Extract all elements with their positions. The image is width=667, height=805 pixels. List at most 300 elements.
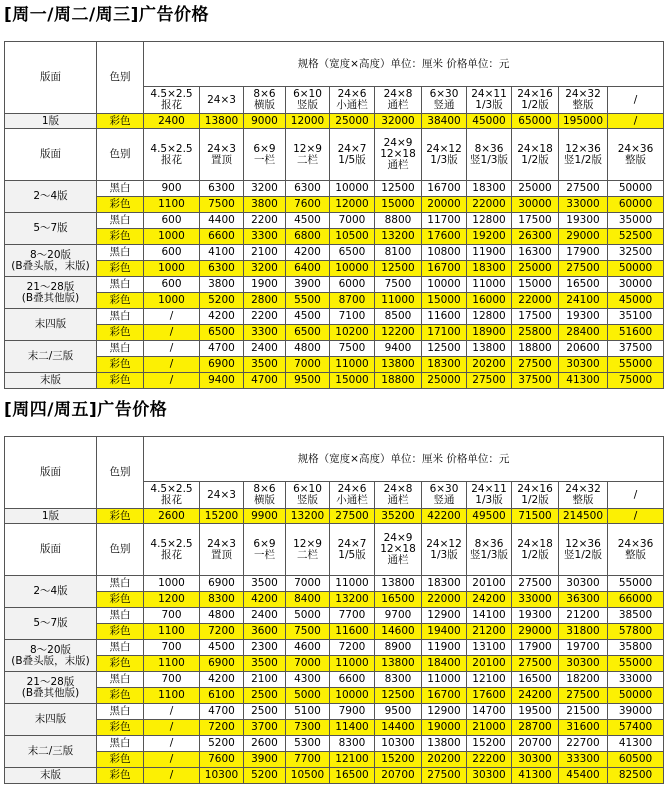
price-cell: 6500 — [330, 245, 375, 261]
text-line: 小通栏 — [336, 99, 368, 111]
text-line: 24×3 — [207, 93, 236, 106]
price-cell: 5200 — [200, 736, 244, 752]
text-line: 末四版 — [34, 318, 67, 330]
price-cell: 12100 — [330, 752, 375, 768]
price-cell: 29000 — [512, 624, 559, 640]
price-cell: 38400 — [422, 114, 467, 129]
text-line: 竖通 — [433, 494, 455, 506]
text-line: 竖版 — [297, 99, 318, 111]
price-cell: 10300 — [200, 768, 244, 784]
price-cell: 7100 — [330, 309, 375, 325]
price-cell: 21200 — [559, 608, 608, 624]
price-cell: 4500 — [200, 640, 244, 656]
price-cell: 32500 — [608, 245, 664, 261]
price-cell: 17100 — [422, 325, 467, 341]
price-cell: 16700 — [422, 181, 467, 197]
price-cell: 5000 — [286, 688, 330, 704]
spec-header — [144, 524, 200, 576]
price-cell: 24200 — [467, 592, 512, 608]
text-line: 末版 — [40, 769, 61, 781]
price-cell: / — [144, 752, 200, 768]
price-cell: 30000 — [512, 197, 559, 213]
price-cell: / — [144, 704, 200, 720]
color-label: 黑白 — [97, 245, 144, 261]
price-cell: 19300 — [559, 309, 608, 325]
price-cell: 18300 — [467, 181, 512, 197]
text-line: 6×10 — [293, 88, 322, 100]
corner-layout-label: 版面 — [5, 129, 97, 181]
price-cell: 15000 — [375, 197, 422, 213]
price-cell: 35800 — [608, 640, 664, 656]
spec-header — [422, 87, 467, 114]
price-cell: 35000 — [608, 213, 664, 229]
text-line: 8×36 — [474, 142, 504, 155]
price-cell: 13800 — [375, 576, 422, 592]
text-line: 一栏 — [254, 548, 275, 561]
spec-header — [144, 482, 200, 509]
spec-header — [467, 129, 512, 181]
spec-header — [200, 524, 244, 576]
price-cell: 24100 — [559, 293, 608, 309]
price-row — [5, 341, 664, 357]
color-label: 黑白 — [97, 576, 144, 592]
color-label: 黑白 — [97, 704, 144, 720]
price-cell: 55000 — [608, 357, 664, 373]
price-cell: 11000 — [422, 672, 467, 688]
text-line: 末四版 — [34, 713, 67, 725]
price-cell: 1900 — [244, 277, 286, 293]
price-cell: 18400 — [422, 656, 467, 672]
price-row — [5, 576, 664, 592]
price-cell: 16500 — [330, 768, 375, 784]
price-cell: 6900 — [200, 576, 244, 592]
text-line: 24×18 — [517, 142, 553, 155]
price-cell: 50000 — [608, 261, 664, 277]
price-cell: 33000 — [608, 672, 664, 688]
price-cell: 29000 — [559, 229, 608, 245]
text-line: 4.5×2.5 — [150, 142, 193, 155]
price-cell: 27500 — [512, 576, 559, 592]
spec-row — [5, 129, 664, 181]
color-label: 彩色 — [97, 720, 144, 736]
price-cell: 22000 — [467, 197, 512, 213]
price-cell: 27500 — [467, 373, 512, 389]
price-cell: 41300 — [559, 373, 608, 389]
text-line: 二栏 — [297, 548, 318, 561]
text-line: 5～7版 — [33, 222, 68, 234]
price-cell: 10800 — [422, 245, 467, 261]
price-cell: 7200 — [330, 640, 375, 656]
price-cell: 4100 — [200, 245, 244, 261]
text-line: 末二/三版 — [27, 350, 74, 362]
price-cell: 38500 — [608, 608, 664, 624]
price-cell: 11900 — [467, 245, 512, 261]
price-cell: 18800 — [512, 341, 559, 357]
price-cell: 16500 — [375, 592, 422, 608]
price-cell: 12200 — [375, 325, 422, 341]
spec-unit-note: 规格（宽度×高度）单位：厘米 价格单位：元 — [144, 437, 664, 482]
price-cell: 19000 — [422, 720, 467, 736]
color-label: 黑白 — [97, 341, 144, 357]
price-row — [5, 720, 664, 736]
color-label: 彩色 — [97, 293, 144, 309]
price-cell: 50000 — [608, 181, 664, 197]
spec-header — [244, 129, 286, 181]
price-cell: 2200 — [244, 213, 286, 229]
text-line: 24×36 — [617, 142, 654, 155]
price-cell: 41300 — [608, 736, 664, 752]
price-cell: 57800 — [608, 624, 664, 640]
price-cell: 12900 — [422, 704, 467, 720]
layout-label — [5, 373, 97, 389]
price-cell: 19700 — [559, 640, 608, 656]
price-cell: 7700 — [286, 752, 330, 768]
spec-header — [422, 482, 467, 509]
price-cell: 20100 — [467, 656, 512, 672]
price-row — [5, 752, 664, 768]
layout-label — [5, 245, 97, 277]
price-cell: 18300 — [422, 357, 467, 373]
price-cell: 82500 — [608, 768, 664, 784]
price-cell: 20200 — [422, 752, 467, 768]
price-cell: 6300 — [200, 181, 244, 197]
price-cell: 2300 — [244, 640, 286, 656]
price-cell: 15200 — [467, 736, 512, 752]
text-line: 二栏 — [297, 153, 318, 166]
price-cell: / — [144, 720, 200, 736]
price-row — [5, 309, 664, 325]
price-cell: 3800 — [244, 197, 286, 213]
text-line: (B叠头版，末版) — [11, 259, 90, 272]
price-cell: 3900 — [286, 277, 330, 293]
price-cell: 25800 — [512, 325, 559, 341]
price-cell: 16000 — [467, 293, 512, 309]
layout-label — [5, 213, 97, 245]
price-cell: 55000 — [608, 656, 664, 672]
price-cell: 14400 — [375, 720, 422, 736]
price-cell: 17500 — [512, 309, 559, 325]
layout-label — [5, 768, 97, 784]
price-cell: 10500 — [286, 768, 330, 784]
spec-header — [608, 87, 664, 114]
price-row — [5, 357, 664, 373]
price-cell: 9500 — [375, 704, 422, 720]
price-cell: 4200 — [244, 592, 286, 608]
price-row — [5, 293, 664, 309]
price-cell: 19400 — [422, 624, 467, 640]
price-cell: 8900 — [375, 640, 422, 656]
spec-row — [5, 524, 664, 576]
price-cell: 21200 — [467, 624, 512, 640]
text-line: 12×9 — [293, 537, 322, 550]
price-cell: 3300 — [244, 325, 286, 341]
price-cell: 4700 — [200, 704, 244, 720]
text-line: 整版 — [625, 153, 647, 166]
spec-header — [608, 482, 664, 509]
text-line: 1/3版 — [475, 99, 503, 111]
price-cell: 26300 — [512, 229, 559, 245]
price-cell: 900 — [144, 181, 200, 197]
color-label: 黑白 — [97, 277, 144, 293]
text-line: 报花 — [161, 494, 182, 506]
price-cell: 7700 — [330, 608, 375, 624]
corner-color-label: 色别 — [97, 129, 144, 181]
text-line: 1/3版 — [475, 494, 503, 506]
spec-header — [330, 524, 375, 576]
price-cell: 7000 — [286, 656, 330, 672]
text-line: 24×3 — [207, 488, 236, 501]
text-line: (B叠其他版) — [21, 291, 80, 304]
text-line: 4.5×2.5 — [150, 483, 193, 495]
color-label: 黑白 — [97, 608, 144, 624]
price-cell: 6600 — [330, 672, 375, 688]
color-label: 彩色 — [97, 197, 144, 213]
price-cell: 13200 — [375, 229, 422, 245]
price-cell: 2100 — [244, 245, 286, 261]
price-cell: 1100 — [144, 197, 200, 213]
price-cell: 7900 — [330, 704, 375, 720]
price-cell: 4700 — [244, 373, 286, 389]
price-cell: 20700 — [375, 768, 422, 784]
price-cell: 16700 — [422, 688, 467, 704]
price-cell: 27500 — [512, 357, 559, 373]
text-line: 整版 — [572, 99, 594, 111]
color-label: 彩色 — [97, 114, 144, 129]
price-cell: 15000 — [422, 293, 467, 309]
text-line: 1/2版 — [521, 99, 549, 111]
price-cell: 30300 — [559, 656, 608, 672]
price-cell: / — [608, 509, 664, 524]
price-cell: 8800 — [375, 213, 422, 229]
text-line: 24×11 — [471, 483, 507, 495]
color-label: 彩色 — [97, 357, 144, 373]
text-line: (B叠头版，末版) — [11, 654, 90, 667]
price-cell: 17500 — [512, 213, 559, 229]
price-cell: 6500 — [286, 325, 330, 341]
text-line: / — [633, 93, 638, 106]
spec-header — [608, 524, 664, 576]
price-cell: 7300 — [286, 720, 330, 736]
text-line: 竖1/2版 — [564, 548, 602, 561]
price-cell: 52500 — [608, 229, 664, 245]
price-row — [5, 624, 664, 640]
text-line: 1/5版 — [338, 548, 366, 561]
price-cell: 17900 — [559, 245, 608, 261]
price-cell: 21500 — [559, 704, 608, 720]
price-cell: 41300 — [512, 768, 559, 784]
spec-header — [512, 482, 559, 509]
price-cell: 5200 — [244, 768, 286, 784]
price-cell: / — [144, 309, 200, 325]
text-line: 8～20版 — [29, 643, 72, 656]
text-line: 24×16 — [517, 483, 553, 495]
price-cell: 20600 — [559, 341, 608, 357]
color-label: 黑白 — [97, 309, 144, 325]
color-label: 黑白 — [97, 640, 144, 656]
layout-label — [5, 277, 97, 309]
text-line: 2～4版 — [33, 585, 68, 597]
text-line: 24×8 — [383, 483, 413, 495]
price-cell: 20000 — [422, 197, 467, 213]
spec-header — [286, 129, 330, 181]
price-row — [5, 640, 664, 656]
price-cell: 35200 — [375, 509, 422, 524]
text-line: 24×32 — [565, 483, 601, 495]
price-row — [5, 608, 664, 624]
color-label: 彩色 — [97, 592, 144, 608]
price-cell: 7500 — [330, 341, 375, 357]
spec-header — [244, 87, 286, 114]
spec-header — [200, 482, 244, 509]
layout-label: 1版 — [5, 114, 97, 129]
price-cell: 5300 — [286, 736, 330, 752]
price-cell: 65000 — [512, 114, 559, 129]
price-cell: 19300 — [512, 608, 559, 624]
text-line: 24×9 — [383, 532, 413, 544]
price-cell: 4800 — [286, 341, 330, 357]
price-row — [5, 261, 664, 277]
corner-layout-label: 版面 — [5, 42, 97, 114]
price-row-page-1 — [5, 114, 664, 129]
text-line: 6×30 — [429, 483, 459, 495]
price-cell: 2400 — [244, 608, 286, 624]
price-cell: 9400 — [200, 373, 244, 389]
price-cell: 11900 — [422, 640, 467, 656]
price-row-page-1 — [5, 509, 664, 524]
price-cell: 12500 — [422, 341, 467, 357]
price-cell: / — [608, 114, 664, 129]
text-line: 24×9 — [383, 137, 413, 149]
price-cell: 8700 — [330, 293, 375, 309]
text-line: 横版 — [254, 494, 275, 506]
spec-header — [200, 87, 244, 114]
price-cell: 15000 — [330, 373, 375, 389]
price-cell: 31600 — [559, 720, 608, 736]
layout-label — [5, 704, 97, 736]
price-cell: 6900 — [200, 656, 244, 672]
text-line: 8×6 — [253, 483, 276, 495]
spec-header — [512, 129, 559, 181]
corner-color-label: 色别 — [97, 42, 144, 114]
price-cell: 5200 — [200, 293, 244, 309]
price-cell: 11400 — [330, 720, 375, 736]
text-line: 报花 — [161, 153, 182, 166]
price-cell: 8300 — [375, 672, 422, 688]
price-cell: 2800 — [244, 293, 286, 309]
color-label: 彩色 — [97, 752, 144, 768]
text-line: 12×18 — [380, 148, 416, 160]
color-label: 黑白 — [97, 213, 144, 229]
layout-label — [5, 341, 97, 373]
price-cell: 19500 — [512, 704, 559, 720]
spec-header — [286, 482, 330, 509]
text-line: 24×3 — [207, 537, 236, 550]
price-cell: 21000 — [467, 720, 512, 736]
price-cell: 15200 — [375, 752, 422, 768]
color-label: 彩色 — [97, 624, 144, 640]
price-row — [5, 213, 664, 229]
price-cell: 8100 — [375, 245, 422, 261]
price-cell: 32000 — [375, 114, 422, 129]
price-cell: 6600 — [200, 229, 244, 245]
price-cell: 11000 — [467, 277, 512, 293]
price-cell: 27500 — [512, 656, 559, 672]
price-cell: 30000 — [608, 277, 664, 293]
text-line: 1/2版 — [521, 494, 549, 506]
price-cell: 7600 — [200, 752, 244, 768]
color-label: 彩色 — [97, 768, 144, 784]
text-line: 4.5×2.5 — [150, 88, 193, 100]
price-cell: 16500 — [559, 277, 608, 293]
price-cell: 27500 — [559, 181, 608, 197]
price-cell: 3700 — [244, 720, 286, 736]
price-row — [5, 325, 664, 341]
price-cell: 30300 — [467, 768, 512, 784]
price-cell: 16500 — [512, 672, 559, 688]
color-label: 彩色 — [97, 325, 144, 341]
price-cell: 10300 — [375, 736, 422, 752]
price-cell: 60500 — [608, 752, 664, 768]
price-cell: / — [144, 736, 200, 752]
price-cell: 1100 — [144, 624, 200, 640]
price-cell: 1000 — [144, 261, 200, 277]
text-line: 竖1/3版 — [470, 548, 508, 561]
price-cell: 37500 — [512, 373, 559, 389]
spec-header — [422, 524, 467, 576]
price-cell: 55000 — [608, 576, 664, 592]
price-row — [5, 373, 664, 389]
price-cell: 17900 — [512, 640, 559, 656]
color-label: 彩色 — [97, 688, 144, 704]
price-cell: 2600 — [244, 736, 286, 752]
spec-header — [559, 87, 608, 114]
price-cell: 7500 — [200, 197, 244, 213]
text-line: 竖版 — [297, 494, 318, 506]
spec-header — [200, 129, 244, 181]
price-row — [5, 229, 664, 245]
spec-header — [512, 524, 559, 576]
price-cell: 25000 — [422, 373, 467, 389]
price-cell: 57400 — [608, 720, 664, 736]
price-cell: 14100 — [467, 608, 512, 624]
price-cell: 12000 — [286, 114, 330, 129]
spec-header — [286, 524, 330, 576]
spec-header — [467, 87, 512, 114]
price-cell: 11700 — [422, 213, 467, 229]
text-line: 4.5×2.5 — [150, 537, 193, 550]
spec-header — [467, 482, 512, 509]
price-table-mon-wed — [4, 41, 664, 389]
price-cell: 11600 — [330, 624, 375, 640]
text-line: 24×7 — [337, 537, 367, 550]
layout-label — [5, 309, 97, 341]
price-cell: 22700 — [559, 736, 608, 752]
price-cell: 18200 — [559, 672, 608, 688]
price-cell: 9700 — [375, 608, 422, 624]
price-cell: 9900 — [244, 509, 286, 524]
spec-header — [608, 129, 664, 181]
price-cell: 28400 — [559, 325, 608, 341]
spec-header — [422, 129, 467, 181]
color-label: 黑白 — [97, 181, 144, 197]
price-cell: 6100 — [200, 688, 244, 704]
layout-label — [5, 181, 97, 213]
price-cell: 45400 — [559, 768, 608, 784]
price-cell: 7500 — [286, 624, 330, 640]
price-cell: 33000 — [512, 592, 559, 608]
price-cell: 25000 — [512, 261, 559, 277]
price-cell: 214500 — [559, 509, 608, 524]
